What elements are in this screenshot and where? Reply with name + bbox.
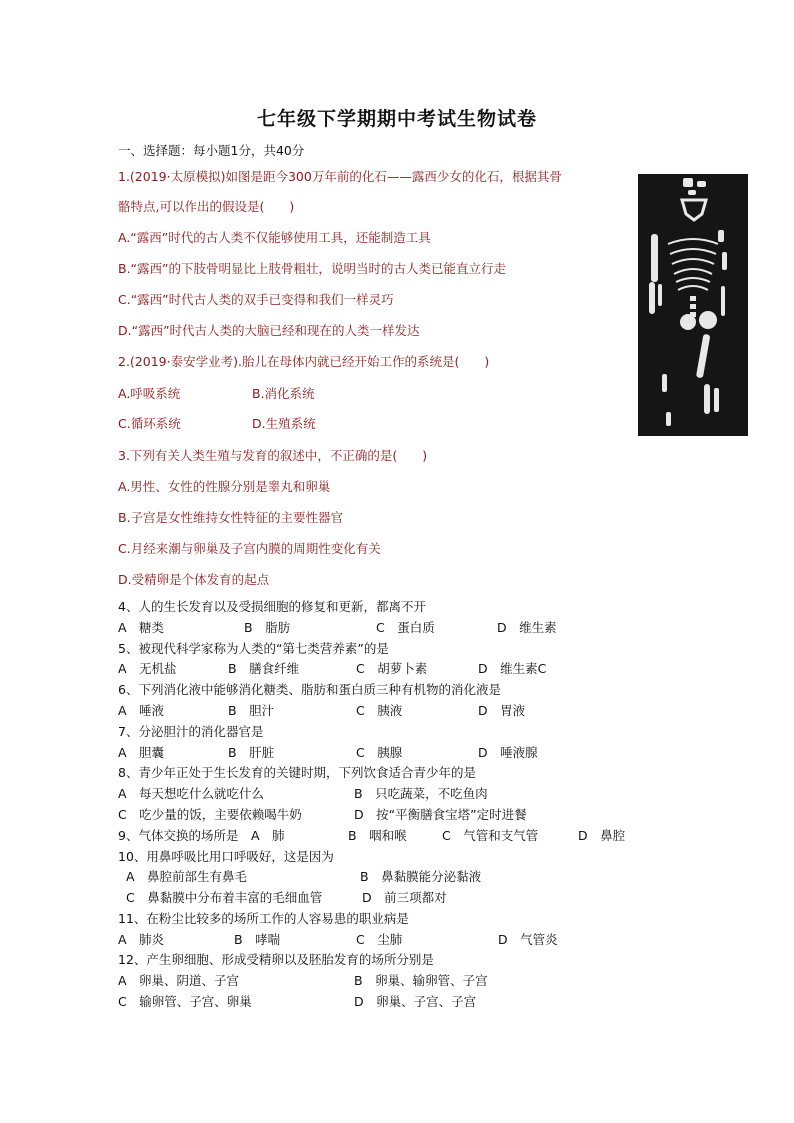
q1-option-d: D.“露西”时代古人类的大脑已经和现在的人类一样发达 [118,323,420,338]
q4-option-b: B 脂肪 [244,620,291,635]
q8-option-a: A 每天想吃什么就吃什么 [118,786,265,801]
q4-option-c: C 蛋白质 [376,620,435,635]
q3-option-a: A.男性、女性的性腺分别是睾丸和卵巢 [118,479,331,494]
q7-option-c: C 胰腺 [356,745,403,760]
q4-stem: 4、人的生长发育以及受损细胞的修复和更新，都离不开 [118,599,426,614]
q10-option-d: D 前三项都对 [362,890,447,905]
q10-option-c: C 鼻黏膜中分布着丰富的毛细血管 [126,890,323,905]
q5-stem: 5、被现代科学家称为人类的“第七类营养素”的是 [118,641,389,656]
q3-option-d: D.受精卵是个体发育的起点 [118,572,270,587]
q11-option-b: B 哮喘 [234,932,281,947]
q1-stem: 1.(2019·太原模拟)如图是距今300万年前的化石——露西少女的化石，根据其骨 [118,169,562,184]
q7-option-d: D 唾液腺 [478,745,538,760]
q11-option-c: C 尘肺 [356,932,403,947]
q6-option-d: D 胃液 [478,703,526,718]
q9-stem: 9、气体交换的场所是 A 肺 [118,828,285,843]
skeleton-illustration [638,174,748,436]
q5-option-b: B 膳食纤维 [228,661,300,676]
q5-option-a: A 无机盐 [118,661,177,676]
q8-option-b: B 只吃蔬菜，不吃鱼肉 [354,786,488,801]
q7-option-b: B 肝脏 [228,745,275,760]
q2-option-d: D.生殖系统 [252,416,316,431]
q1-option-c: C.“露西”时代古人类的双手已变得和我们一样灵巧 [118,292,394,307]
q2-stem: 2.(2019·泰安学业考).胎儿在母体内就已经开始工作的系统是( ) [118,354,490,369]
q3-stem: 3.下列有关人类生殖与发育的叙述中，不正确的是( ) [118,448,428,463]
q1-option-a: A.“露西”时代的古人类不仅能够使用工具，还能制造工具 [118,230,431,245]
q7-option-a: A 胆囊 [118,745,165,760]
q11-option-a: A 肺炎 [118,932,165,947]
lucy-fossil-image [638,174,748,436]
q9-option-c: C 气管和支气管 [442,828,539,843]
q12-option-c: C 输卵管、子宫、卵巢 [118,994,252,1009]
q8-stem: 8、青少年正处于生长发育的关键时期，下列饮食适合青少年的是 [118,765,476,780]
q12-option-d: D 卵巢、子宫、子宫 [354,994,477,1009]
q6-stem: 6、下列消化液中能够消化糖类、脂肪和蛋白质三种有机物的消化液是 [118,682,501,697]
q10-stem: 10、用鼻呼吸比用口呼吸好，这是因为 [118,849,334,864]
q9-option-d: D 鼻腔 [578,828,626,843]
q4-option-d: D 维生素 [497,620,557,635]
q5-option-c: C 胡萝卜素 [356,661,428,676]
section-heading: 一、选择题：每小题1分，共40分 [118,143,305,158]
q8-option-d: D 按“平衡膳食宝塔”定时进餐 [354,807,527,822]
q7-stem: 7、分泌胆汁的消化器官是 [118,724,264,739]
q5-option-d: D 维生素C [478,661,547,676]
q2-option-c: C.循环系统 [118,416,181,431]
q9-option-b: B 咽和喉 [348,828,407,843]
q3-option-c: C.月经来潮与卵巢及子宫内膜的周期性变化有关 [118,541,381,556]
q4-option-a: A 糖类 [118,620,165,635]
q12-stem: 12、产生卵细胞、形成受精卵以及胚胎发育的场所分别是 [118,952,434,967]
page-title: 七年级下学期期中考试生物试卷 [256,108,537,130]
q8-option-c: C 吃少量的饭，主要依赖喝牛奶 [118,807,302,822]
q3-option-b: B.子宫是女性维持女性特征的主要性器官 [118,510,344,525]
q11-option-d: D 气管炎 [498,932,558,947]
q6-option-b: B 胆汁 [228,703,275,718]
q2-option-b: B.消化系统 [252,386,315,401]
q1-option-b: B.“露西”的下肢骨明显比上肢骨粗壮，说明当时的古人类已能直立行走 [118,261,507,276]
q11-stem: 11、在粉尘比较多的场所工作的人容易患的职业病是 [118,911,409,926]
q6-option-a: A 唾液 [118,703,165,718]
q10-option-a: A 鼻腔前部生有鼻毛 [126,869,248,884]
q1-stem-cont: 骼特点,可以作出的假设是( ) [118,199,295,214]
q12-option-a: A 卵巢、阴道、子宫 [118,973,240,988]
q10-option-b: B 鼻黏膜能分泌黏液 [360,869,482,884]
q6-option-c: C 胰液 [356,703,403,718]
q12-option-b: B 卵巢、输卵管、子宫 [354,973,488,988]
q2-option-a: A.呼吸系统 [118,386,181,401]
